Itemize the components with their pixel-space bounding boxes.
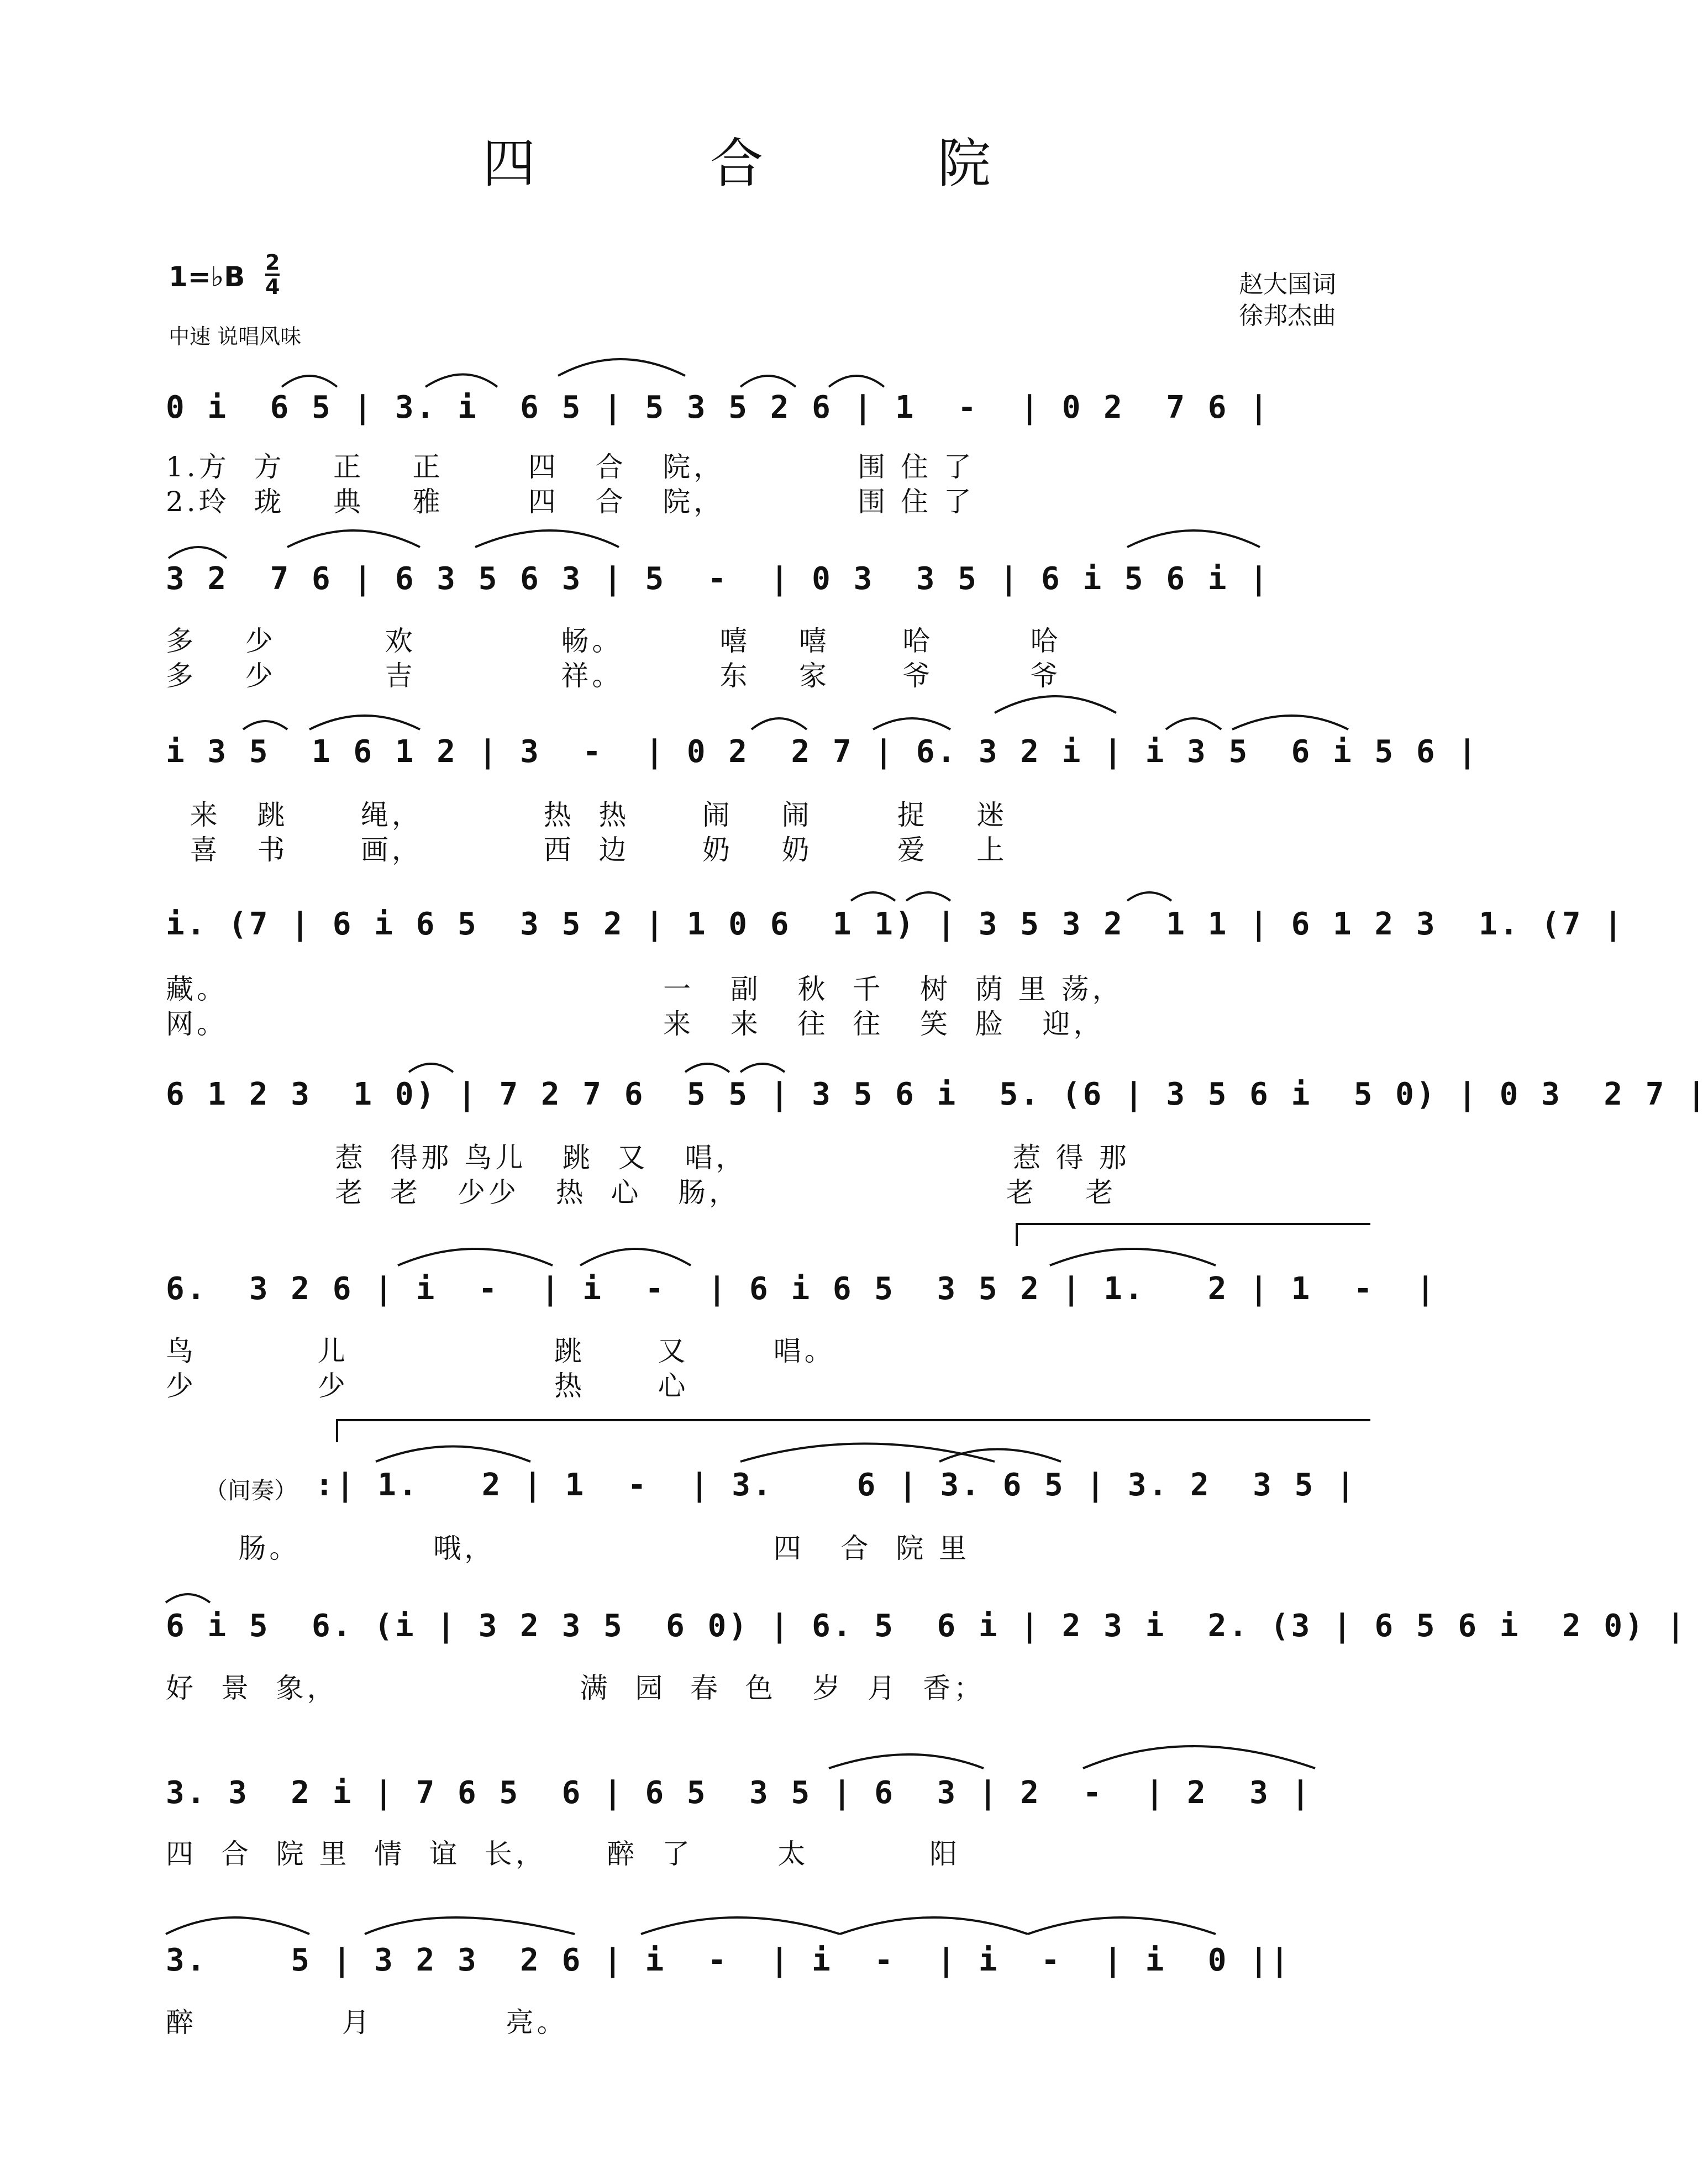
lyric-verse-1: 惹 得那 鸟儿 跳 又 唱， 惹 得 那	[166, 1142, 1130, 1174]
notation-line: i 3 5 1 6 1 2 | 3 - | 0 2 2 7 | 6. 3 2 i | i 3 5 6 i 5 6 |	[166, 734, 1479, 770]
lyric-verse-2: 2.玲 珑 典 雅 四 合 院， 围 住 了	[166, 486, 975, 518]
lyric-verse-1: 多 少 欢 畅。 嘻 嘻 哈 哈	[166, 625, 1061, 657]
lyric-verse-1: 藏。 一 副 秋 千 树 荫 里 荡，	[166, 973, 1123, 1005]
composer-credit: 徐邦杰曲	[1239, 302, 1336, 330]
page-title: 四 合 院	[482, 133, 1052, 195]
lyric-verse-1: 鸟 儿 跳 又 唱。	[166, 1335, 835, 1367]
notation-line: :| 1. 2 | 1 - | 3. 6 | 3. 6 5 | 3. 2 3 5 |	[315, 1467, 1357, 1503]
notation-line: 6 i 5 6. (i | 3 2 3 5 6 0) | 6. 5 6 i | 2 3 i 2. (3 | 6 5 6 i 2 0) |	[166, 1608, 1688, 1644]
notation-line: 0 i 6 5 | 3. i 6 5 | 5 3 5 2 6 | 1 - | 0 2 7 6 |	[166, 390, 1270, 425]
lyric-verse-1: 1.方 方 正 正 四 合 院， 围 住 了	[166, 451, 975, 483]
time-signature	[265, 251, 280, 298]
notation-line: 6 1 2 3 1 0) | 7 2 7 6 5 5 | 3 5 6 i 5. (6 | 3 5 6 i 5 0) | 0 3 2 7 |	[166, 1076, 1708, 1112]
lyric-verse-1: 肠。 哦， 四 合 院 里	[166, 1532, 970, 1564]
lyric-verse-2: 喜 书 画， 西 边 奶 奶 爱 上	[166, 834, 1008, 866]
lyric-verse-1: 来 跳 绳， 热 热 闹 闹 捉 迷	[166, 799, 1008, 831]
key-signature: 1=♭B	[169, 261, 245, 293]
tempo-marking: 中速 说唱风味	[169, 324, 302, 349]
notation-line: 6. 3 2 6 | i - | i - | 6 i 6 5 3 5 2 | 1. 2 | 1 - |	[166, 1271, 1437, 1307]
interlude-label: （间奏）	[204, 1477, 298, 1504]
notation-line: i. (7 | 6 i 6 5 3 5 2 | 1 0 6 1 1) | 3 5 3 2 1 1 | 6 1 2 3 1. (7 |	[166, 906, 1625, 942]
lyric-verse-2: 少 少 热 心	[166, 1370, 689, 1402]
notation-line: 3. 5 | 3 2 3 2 6 | i - | i - | i - | i 0 ||	[166, 1942, 1291, 1978]
lyricist-credit: 赵大国词	[1239, 270, 1336, 298]
lyric-verse-2: 多 少 吉 祥。 东 家 爷 爷	[166, 660, 1061, 692]
notation-line: 3 2 7 6 | 6 3 5 6 3 | 5 - | 0 3 3 5 | 6 i 5 6 i |	[166, 561, 1270, 597]
lyric-verse-1: 好 景 象， 满 园 春 色 岁 月 香；	[166, 1672, 985, 1704]
meter-top: 2	[265, 250, 280, 275]
lyric-verse-2: 老 老 少少 热 心 肠， 老 老	[166, 1176, 1117, 1209]
meter-bottom: 4	[265, 275, 280, 299]
notation-line: 3. 3 2 i | 7 6 5 6 | 6 5 3 5 | 6 3 | 2 - | 2 3 |	[166, 1775, 1312, 1811]
lyric-verse-2: 网。 来 来 往 往 笑 脸 迎，	[166, 1008, 1105, 1040]
lyric-verse-1: 四 合 院 里 情 谊 长， 醉 了 太 阳	[166, 1838, 961, 1870]
lyric-verse-1: 醉 月 亮。	[166, 2006, 568, 2038]
